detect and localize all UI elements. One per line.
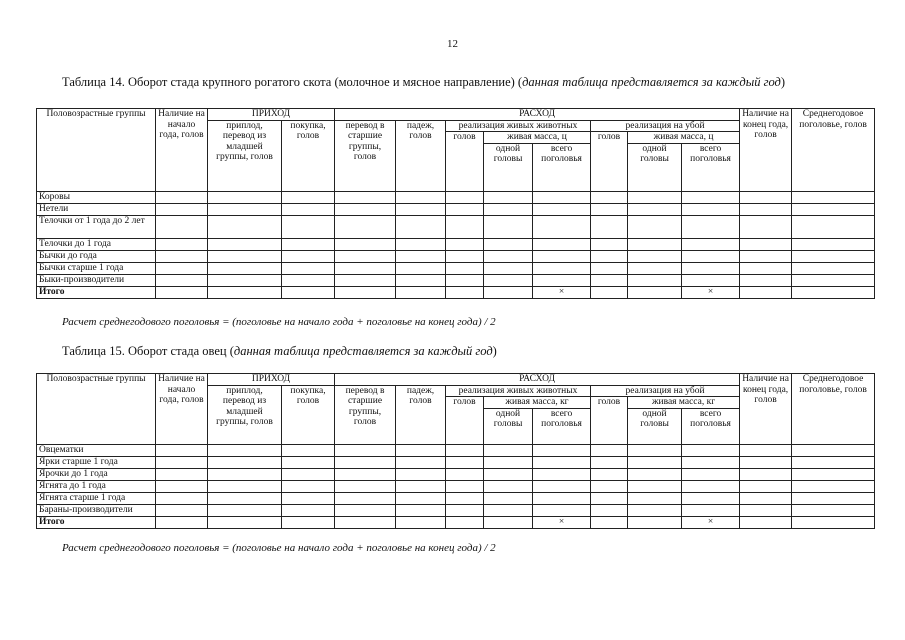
table-cell: [446, 250, 484, 262]
table-cell: [682, 215, 740, 238]
table-cell: [740, 492, 792, 504]
table-cell: [484, 492, 533, 504]
not-applicable-mark: ×: [682, 286, 740, 298]
table-cell: [533, 203, 591, 215]
header-income: ПРИХОД: [208, 374, 335, 386]
table-cell: [792, 262, 875, 274]
header-total-herd: всего поголовья: [682, 408, 740, 444]
table-cell: [792, 215, 875, 238]
group-label: Ярочки до 1 года: [37, 468, 156, 480]
table-cell: [484, 444, 533, 456]
table-cell: [792, 468, 875, 480]
table-cell: [208, 492, 282, 504]
table-cell: [396, 191, 446, 203]
group-label: Бараны-производители: [37, 504, 156, 516]
table15-caption: [62, 344, 497, 359]
caption-italic: данная таблица представляется за каждый год: [233, 344, 493, 358]
header-heads: голов: [446, 132, 484, 192]
table-cell: [591, 492, 628, 504]
table-cell: [335, 492, 396, 504]
header-start: Наличие на начало года, голов: [156, 109, 208, 192]
table-cell: [396, 456, 446, 468]
table-cell: [740, 480, 792, 492]
table-cell: [740, 203, 792, 215]
table-cell: [396, 504, 446, 516]
table-cell: [628, 250, 682, 262]
table-cell: [682, 468, 740, 480]
table15-formula: Расчет среднегодового поголовья = (поголовье на начало года + поголовье на конец года) / 2: [62, 542, 496, 554]
table-cell: [396, 480, 446, 492]
table-cell: [740, 504, 792, 516]
header-offspring: приплод, перевод из младшей группы, голов: [208, 120, 282, 191]
table-cell: [156, 203, 208, 215]
table-cell: [484, 456, 533, 468]
table-cell: [156, 262, 208, 274]
header-offspring: приплод, перевод из младшей группы, голов: [208, 385, 282, 444]
table-cell: [335, 286, 396, 298]
table-cell: [446, 504, 484, 516]
table-cell: [591, 504, 628, 516]
page-number: 12: [447, 38, 458, 50]
table-cell: [335, 215, 396, 238]
group-label: Быки-производители: [37, 274, 156, 286]
table-cell: [156, 191, 208, 203]
table-cell: [396, 468, 446, 480]
table-cell: [682, 504, 740, 516]
table-cell: [792, 480, 875, 492]
table-cell: [156, 468, 208, 480]
table-cell: [484, 215, 533, 238]
table-cell: [484, 250, 533, 262]
table-cell: [740, 238, 792, 250]
table-cell: [282, 286, 335, 298]
table-cell: [682, 191, 740, 203]
table-row: [37, 203, 875, 215]
group-label: Овцематки: [37, 444, 156, 456]
table-cell: [208, 480, 282, 492]
group-label: Телочки до 1 года: [37, 238, 156, 250]
header-sale-live: реализация живых животных: [446, 385, 591, 397]
table-cell: [396, 444, 446, 456]
table-cell: [282, 492, 335, 504]
table-cell: [484, 286, 533, 298]
table-cell: [484, 468, 533, 480]
table-cell: [156, 286, 208, 298]
caption-end: ): [492, 344, 497, 358]
table-cell: [740, 468, 792, 480]
table-cell: [208, 444, 282, 456]
table-cell: [446, 191, 484, 203]
table-cell: [533, 274, 591, 286]
table-cell: [533, 468, 591, 480]
herd-turnover-table-sheep: [36, 373, 875, 529]
table-cell: [282, 456, 335, 468]
table-cell: [591, 203, 628, 215]
group-label: Ярки старше 1 года: [37, 456, 156, 468]
table-cell: [282, 480, 335, 492]
table-cell: [628, 238, 682, 250]
table-cell: [792, 516, 875, 528]
header-total-herd: всего поголовья: [682, 143, 740, 191]
caption-italic: данная таблица представляется за каждый год: [522, 75, 781, 89]
table-cell: [446, 262, 484, 274]
table-cell: [282, 468, 335, 480]
table-cell: [484, 516, 533, 528]
header-live-mass: живая масса, ц: [628, 132, 740, 144]
table-cell: [335, 444, 396, 456]
table-cell: [282, 215, 335, 238]
table-cell: [628, 504, 682, 516]
table-cell: [682, 456, 740, 468]
table-cell: [591, 250, 628, 262]
group-label: Ягнята старше 1 года: [37, 492, 156, 504]
table-cell: [484, 262, 533, 274]
table-cell: [446, 516, 484, 528]
table-cell: [156, 516, 208, 528]
total-row: [37, 286, 875, 298]
table-cell: [792, 456, 875, 468]
table-cell: [533, 191, 591, 203]
table-cell: [396, 203, 446, 215]
table-cell: [628, 215, 682, 238]
table-cell: [484, 480, 533, 492]
table-row: [37, 468, 875, 480]
table-cell: [208, 504, 282, 516]
table-cell: [335, 238, 396, 250]
table-cell: [628, 286, 682, 298]
table-cell: [682, 262, 740, 274]
table-cell: [282, 516, 335, 528]
header-deaths: падеж, голов: [396, 120, 446, 191]
header-expense: РАСХОД: [335, 109, 740, 121]
table-cell: [591, 456, 628, 468]
table14-formula: Расчет среднегодового поголовья = (поголовье на начало года + поголовье на конец года) / 2: [62, 316, 496, 328]
table-body: [37, 444, 875, 528]
table-cell: [740, 250, 792, 262]
table-cell: [533, 238, 591, 250]
header-purchase: покупка, голов: [282, 120, 335, 191]
table-cell: [628, 516, 682, 528]
table-cell: [792, 444, 875, 456]
table14-caption: [62, 75, 785, 90]
table-cell: [335, 203, 396, 215]
table-cell: [682, 444, 740, 456]
table-cell: [628, 203, 682, 215]
table-cell: [335, 516, 396, 528]
caption-main: Таблица 14. Оборот стада крупного рогатого скота (молочное и мясное направление) (: [62, 75, 523, 89]
table-cell: [591, 468, 628, 480]
herd-turnover-table-cattle: [36, 108, 875, 299]
table-cell: [792, 250, 875, 262]
table-row: [37, 444, 875, 456]
table-cell: [792, 274, 875, 286]
table-cell: [628, 191, 682, 203]
header-avg: Среднегодовое поголовье, голов: [792, 109, 875, 192]
table-cell: [208, 250, 282, 262]
table-cell: [282, 250, 335, 262]
table-cell: [208, 203, 282, 215]
table-row: [37, 456, 875, 468]
table-cell: [156, 250, 208, 262]
table-cell: [484, 203, 533, 215]
table-cell: [156, 238, 208, 250]
table-cell: [335, 262, 396, 274]
header-heads: голов: [591, 132, 628, 192]
table-header: [37, 374, 875, 445]
table-cell: [591, 238, 628, 250]
table-cell: [792, 492, 875, 504]
table-cell: [156, 480, 208, 492]
table-cell: [335, 468, 396, 480]
table-cell: [591, 444, 628, 456]
table-cell: [335, 480, 396, 492]
header-end: Наличие на конец года, голов: [740, 109, 792, 192]
table-cell: [740, 456, 792, 468]
table-cell: [156, 504, 208, 516]
table-cell: [446, 444, 484, 456]
table-cell: [591, 480, 628, 492]
header-sale-slaughter: реализация на убой: [591, 385, 740, 397]
table-cell: [446, 456, 484, 468]
table-cell: [156, 492, 208, 504]
table-cell: [533, 480, 591, 492]
table-row: [37, 215, 875, 238]
table-cell: [628, 444, 682, 456]
table-row: [37, 238, 875, 250]
table-cell: [740, 215, 792, 238]
header-groups: Половозрастные группы: [37, 374, 156, 445]
group-label: Коровы: [37, 191, 156, 203]
header-live-mass: живая масса, кг: [628, 397, 740, 409]
table-cell: [484, 238, 533, 250]
header-one-head: одной головы: [628, 143, 682, 191]
caption-end: ): [780, 75, 786, 89]
group-label: Бычки старше 1 года: [37, 262, 156, 274]
table-cell: [682, 238, 740, 250]
table-cell: [446, 215, 484, 238]
table-cell: [682, 492, 740, 504]
group-label: Телочки от 1 года до 2 лет: [37, 215, 156, 238]
table-cell: [446, 238, 484, 250]
table-cell: [484, 274, 533, 286]
table-cell: [740, 191, 792, 203]
table-cell: [208, 468, 282, 480]
header-transfer: перевод в старшие группы, голов: [335, 120, 396, 191]
table-cell: [591, 516, 628, 528]
table-cell: [533, 262, 591, 274]
table-cell: [282, 444, 335, 456]
header-sale-live: реализация живых животных: [446, 120, 591, 132]
group-label: Бычки до года: [37, 250, 156, 262]
table-cell: [682, 250, 740, 262]
header-live-mass: живая масса, кг: [484, 397, 591, 409]
table-cell: [533, 456, 591, 468]
table-cell: [533, 444, 591, 456]
table-cell: [335, 504, 396, 516]
header-sale-slaughter: реализация на убой: [591, 120, 740, 132]
header-expense: РАСХОД: [335, 374, 740, 386]
table-cell: [792, 286, 875, 298]
table-cell: [682, 274, 740, 286]
table-cell: [591, 286, 628, 298]
table-cell: [396, 286, 446, 298]
table-cell: [282, 203, 335, 215]
table-cell: [740, 286, 792, 298]
not-applicable-mark: ×: [533, 286, 591, 298]
table-cell: [484, 504, 533, 516]
table-cell: [446, 286, 484, 298]
table-cell: [628, 480, 682, 492]
table-body: [37, 191, 875, 298]
table-cell: [282, 191, 335, 203]
table-cell: [446, 480, 484, 492]
table-cell: [335, 274, 396, 286]
table-cell: [156, 274, 208, 286]
header-total-herd: всего поголовья: [533, 143, 591, 191]
table-cell: [396, 250, 446, 262]
table-cell: [628, 456, 682, 468]
table-cell: [156, 456, 208, 468]
table-cell: [208, 456, 282, 468]
table-cell: [740, 516, 792, 528]
header-one-head: одной головы: [484, 408, 533, 444]
table-cell: [208, 286, 282, 298]
table-cell: [156, 215, 208, 238]
header-heads: голов: [446, 397, 484, 445]
table-row: [37, 191, 875, 203]
table-cell: [628, 492, 682, 504]
table-cell: [628, 274, 682, 286]
table-cell: [591, 191, 628, 203]
table-cell: [628, 262, 682, 274]
table-cell: [282, 262, 335, 274]
total-label: Итого: [37, 286, 156, 298]
table-cell: [208, 238, 282, 250]
table-cell: [335, 250, 396, 262]
table-cell: [591, 274, 628, 286]
table-header: [37, 109, 875, 192]
table-cell: [591, 215, 628, 238]
header-one-head: одной головы: [628, 408, 682, 444]
table-row: [37, 250, 875, 262]
table-cell: [208, 191, 282, 203]
table-row: [37, 480, 875, 492]
table-cell: [396, 516, 446, 528]
header-heads: голов: [591, 397, 628, 445]
header-deaths: падеж, голов: [396, 385, 446, 444]
table-cell: [335, 456, 396, 468]
table-cell: [533, 504, 591, 516]
table-cell: [484, 191, 533, 203]
table-cell: [208, 215, 282, 238]
not-applicable-mark: ×: [682, 516, 740, 528]
header-start: Наличие на начало года, голов: [156, 374, 208, 445]
table-cell: [446, 468, 484, 480]
table-cell: [282, 238, 335, 250]
not-applicable-mark: ×: [533, 516, 591, 528]
table-cell: [208, 516, 282, 528]
table-cell: [792, 504, 875, 516]
table-cell: [740, 274, 792, 286]
table-cell: [396, 262, 446, 274]
header-total-herd: всего поголовья: [533, 408, 591, 444]
table-cell: [335, 191, 396, 203]
table-row: [37, 262, 875, 274]
table-cell: [156, 444, 208, 456]
table-cell: [396, 215, 446, 238]
table-cell: [682, 480, 740, 492]
table-cell: [208, 274, 282, 286]
table-cell: [740, 262, 792, 274]
table-cell: [628, 468, 682, 480]
table-row: [37, 274, 875, 286]
table-cell: [208, 262, 282, 274]
table-cell: [682, 203, 740, 215]
table-cell: [533, 215, 591, 238]
table-cell: [740, 444, 792, 456]
table-cell: [533, 250, 591, 262]
table-row: [37, 492, 875, 504]
table-row: [37, 504, 875, 516]
group-label: Нетели: [37, 203, 156, 215]
table-cell: [446, 274, 484, 286]
header-income: ПРИХОД: [208, 109, 335, 121]
table-cell: [282, 504, 335, 516]
table-cell: [792, 191, 875, 203]
header-one-head: одной головы: [484, 143, 533, 191]
table-cell: [282, 274, 335, 286]
table-cell: [446, 492, 484, 504]
header-avg: Среднегодовое поголовье, голов: [792, 374, 875, 445]
table-cell: [396, 238, 446, 250]
header-transfer: перевод в старшие группы, голов: [335, 385, 396, 444]
table-cell: [396, 274, 446, 286]
total-row: [37, 516, 875, 528]
caption-main: Таблица 15. Оборот стада овец (: [62, 344, 234, 358]
header-live-mass: живая масса, ц: [484, 132, 591, 144]
header-purchase: покупка, голов: [282, 385, 335, 444]
table-cell: [446, 203, 484, 215]
header-groups: Половозрастные группы: [37, 109, 156, 192]
total-label: Итого: [37, 516, 156, 528]
group-label: Ягнята до 1 года: [37, 480, 156, 492]
table-cell: [792, 238, 875, 250]
table-cell: [396, 492, 446, 504]
header-end: Наличие на конец года, голов: [740, 374, 792, 445]
table-cell: [591, 262, 628, 274]
table-cell: [533, 492, 591, 504]
table-cell: [792, 203, 875, 215]
